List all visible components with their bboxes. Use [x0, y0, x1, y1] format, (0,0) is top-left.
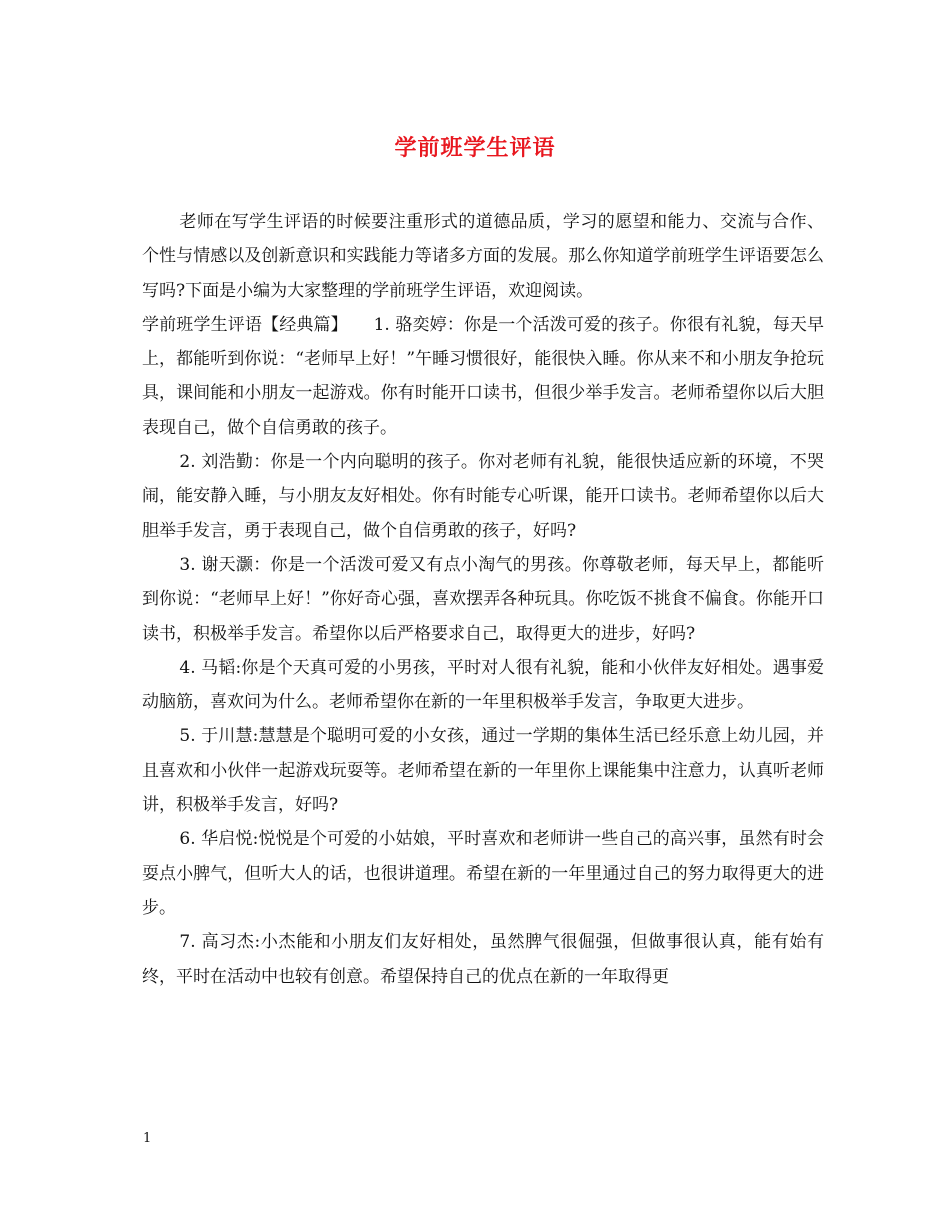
section-heading-paragraph: 学前班学生评语【经典篇】 1. 骆奕婷：你是一个活泼可爱的孩子。你很有礼貌，每天早上，都能听到你说：“老师早上好！”午睡习惯很好，能很快入睡。你从来不和小朋友争抢玩具，课间能和小朋友一起游戏。你有时能开口读书，但很少举手发言。老师希望你以后大胆表现自己，做个自信勇敢的孩子。 [142, 314, 824, 438]
comment-paragraph: 4. 马韬:你是个天真可爱的小男孩，平时对人很有礼貌，能和小伙伴友好相处。遇事爱动脑筋，喜欢问为什么。老师希望你在新的一年里积极举手发言，争取更大进步。 [142, 657, 824, 713]
comment-paragraph: 6. 华启悦:悦悦是个可爱的小姑娘，平时喜欢和老师讲一些自己的高兴事，虽然有时会耍点小脾气，但听大人的话，也很讲道理。希望在新的一年里通过自己的努力取得更大的进步。 [142, 829, 824, 918]
document-title: 学前班学生评语 [394, 135, 556, 161]
page-number: 1 [143, 1131, 152, 1146]
comment-paragraph: 5. 于川慧:慧慧是个聪明可爱的小女孩，通过一学期的集体生活已经乐意上幼儿园，并且喜欢和小伙伴一起游戏玩耍等。老师希望在新的一年里你上课能集中注意力，认真听老师讲，积极举手发言，好吗? [142, 726, 824, 816]
comment-paragraph: 2. 刘浩勤：你是一个内向聪明的孩子。你对老师有礼貌，能很快适应新的环境，不哭闹，能安静入睡，与小朋友友好相处。你有时能专心听课，能开口读书。老师希望你以后大胆举手发言，勇于表现自己，做个自信勇敢的孩子，好吗? [142, 452, 824, 541]
comment-paragraph: 3. 谢天灏：你是一个活泼可爱又有点小淘气的男孩。你尊敬老师，每天早上，都能听到你说：“老师早上好！”你好奇心强，喜欢摆弄各种玩具。你吃饭不挑食不偏食。你能开口读书，积极举手发言。希望你以后严格要求自己，取得更大的进步，好吗? [142, 554, 824, 644]
document-body [142, 205, 824, 994]
intro-paragraph: 老师在写学生评语的时候要注重形式的道德品质，学习的愿望和能力、交流与合作、个性与情感以及创新意识和实践能力等诸多方面的发展。那么你知道学前班学生评语要怎么写吗?下面是小编为大家整理的学前班学生评语，欢迎阅读。 [142, 212, 824, 301]
comment-paragraph: 7. 高习杰:小杰能和小朋友们友好相处，虽然脾气很倔强，但做事很认真，能有始有终，平时在活动中也较有创意。希望保持自己的优点在新的一年取得更 [142, 932, 824, 987]
